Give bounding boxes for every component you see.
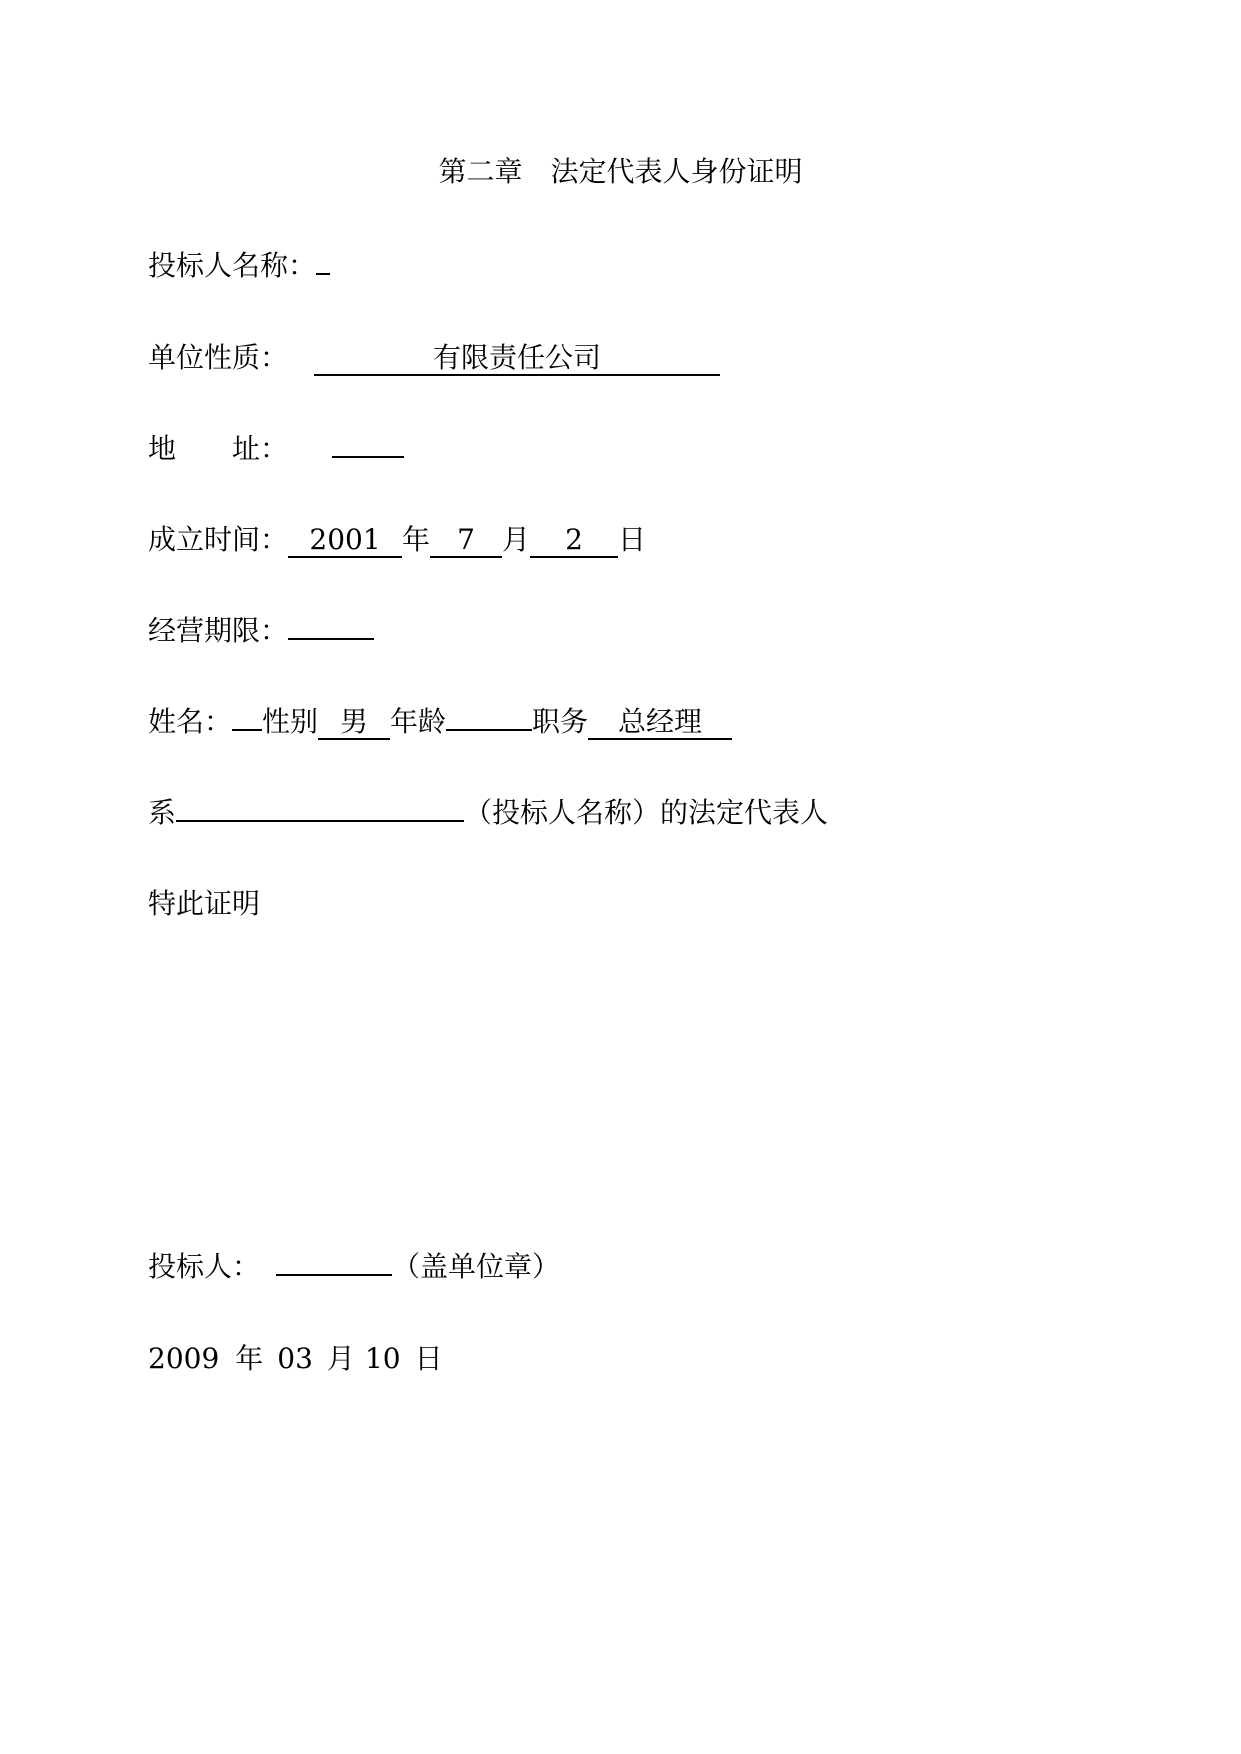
business-term-field[interactable] (288, 638, 374, 640)
unit-nature-label: 单位性质： (148, 341, 289, 374)
address-field[interactable] (332, 456, 404, 458)
address-row (148, 429, 404, 469)
person-age-label: 年龄 (390, 705, 447, 738)
established-day-unit: 日 (618, 523, 647, 556)
signature-row (148, 1247, 560, 1287)
unit-nature-value: 有限责任公司 (433, 341, 602, 374)
person-gender-label: 性别 (262, 705, 319, 738)
established-month-unit: 月 (502, 523, 531, 556)
established-label: 成立时间： (148, 523, 289, 556)
established-month-field[interactable]: 7 (430, 524, 502, 558)
chapter-label: 第二章 (438, 155, 523, 188)
date-row (148, 1339, 443, 1379)
business-term-label: 经营期限： (148, 614, 289, 647)
address-label-first: 地 (148, 432, 177, 465)
date-day-unit: 日 (414, 1342, 443, 1375)
established-row (148, 520, 646, 560)
date-day: 10 (364, 1342, 401, 1375)
person-gender-field[interactable]: 男 (318, 706, 390, 740)
unit-nature-row (148, 338, 720, 378)
title-heading: 法定代表人身份证明 (550, 155, 803, 188)
seal-note: （盖单位章） (392, 1250, 561, 1283)
relation-suffix: （投标人名称）的法定代表人 (464, 796, 829, 829)
certify-text: 特此证明 (148, 887, 261, 920)
relation-field[interactable] (176, 820, 464, 822)
person-row (148, 702, 732, 742)
person-age-field[interactable] (446, 729, 532, 731)
date-month: 03 (277, 1342, 313, 1375)
date-month-unit: 月 (326, 1342, 355, 1375)
person-name-label: 姓名： (148, 705, 233, 738)
person-position-field[interactable]: 总经理 (588, 706, 732, 740)
signature-field[interactable] (276, 1274, 392, 1276)
established-year-unit: 年 (402, 523, 431, 556)
person-name-field[interactable] (232, 729, 262, 731)
bidder-name-label: 投标人名称： (148, 249, 317, 282)
established-day-field[interactable]: 2 (530, 524, 618, 558)
bidder-name-row (148, 246, 330, 286)
established-year-field[interactable]: 2001 (288, 524, 402, 558)
relation-prefix: 系 (148, 796, 177, 829)
page-title (0, 152, 1241, 192)
relation-row (148, 793, 828, 833)
bidder-name-field[interactable] (316, 273, 330, 275)
person-position-label: 职务 (532, 705, 589, 738)
signature-label: 投标人： (148, 1250, 261, 1283)
date-year: 2009 (148, 1342, 220, 1375)
date-year-unit: 年 (235, 1342, 264, 1375)
business-term-row (148, 611, 374, 651)
address-label-second: 址： (232, 432, 289, 465)
unit-nature-field[interactable] (314, 342, 720, 376)
